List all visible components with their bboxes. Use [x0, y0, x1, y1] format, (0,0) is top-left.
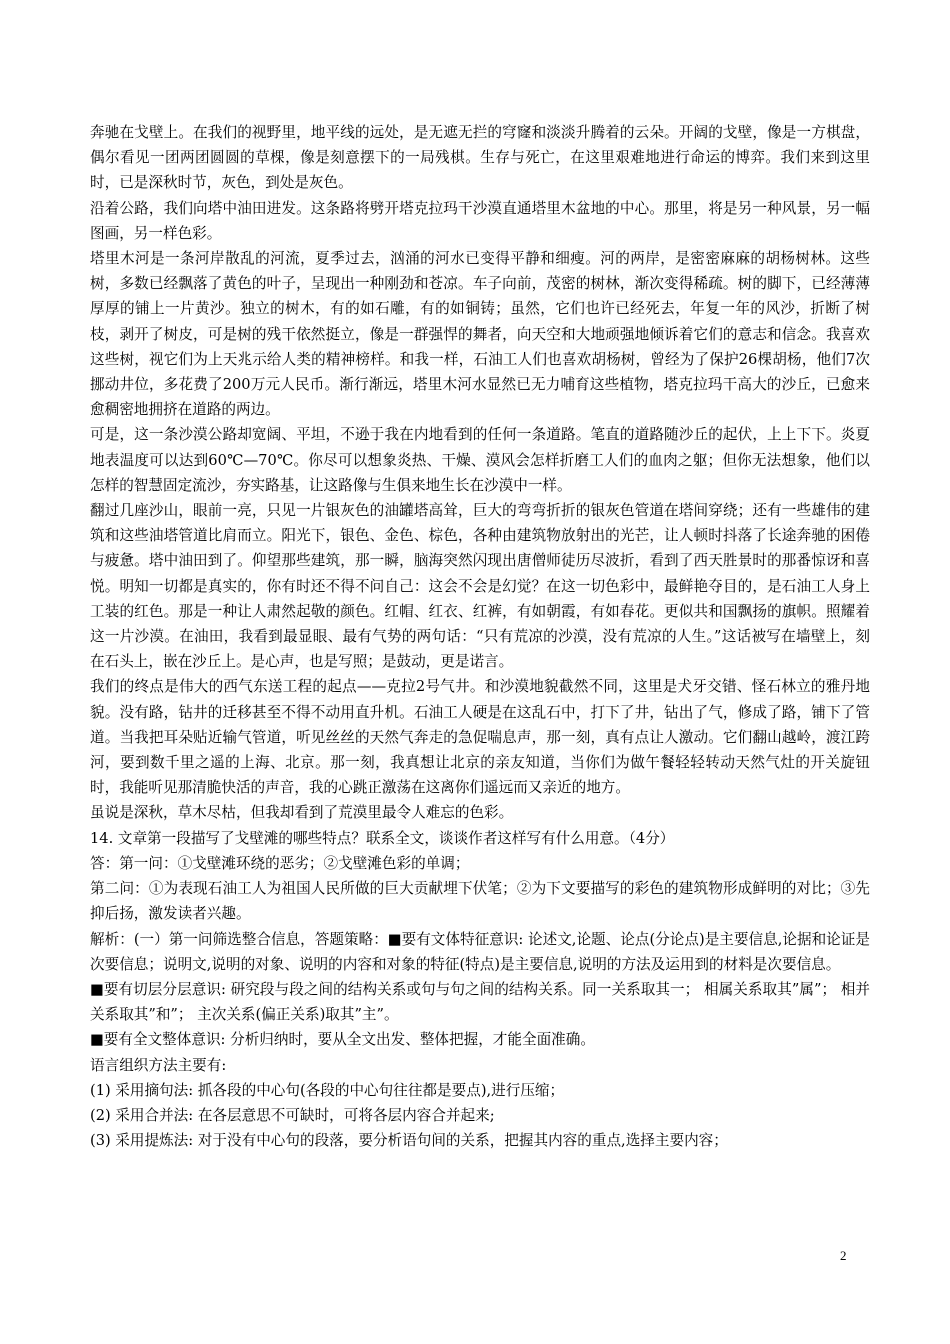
paragraph-tarim-river: 塔里木河是一条河岸散乱的河流，夏季过去，汹涌的河水已变得平静和细瘦。河的两岸，是密密麻麻的胡杨树林。这些树，多数已经飘落了黄色的叶子，呈现出一种刚劲和苍凉。车子向前，茂密的树林，渐次变得稀疏。树的脚下，已经薄薄厚厚的铺上一片黄沙。独立的树木，有的如石雕，有的如铜铸；虽然，它们也许已经死去，年复一年的风沙，折断了树枝，剥开了树皮，可是树的残干依然挺立，像是一群强悍的舞者，向天空和大地顽强地倾诉着它们的意志和信念。我喜欢这些树，视它们为上天兆示给人类的精神榜样。和我一样，石油工人们也喜欢胡杨树，曾经为了保护26棵胡杨，他们7次挪动井位，多花费了200万元人民币。渐行渐远，塔里木河水显然已无力哺育这些植物，塔克拉玛干高大的沙丘，已愈来愈稠密地拥挤在道路的两边。: [90, 250, 870, 419]
answer-part-1: 答：第一问：①戈壁滩环绕的恶劣；②戈壁滩色彩的单调；: [90, 854, 470, 872]
paragraph-conclusion: 虽说是深秋，草木尽枯，但我却看到了荒漠里最令人难忘的色彩。: [90, 804, 514, 822]
page-number: 2: [840, 1248, 847, 1263]
analysis-intro: 解析：(一）第一问筛选整合信息，答题策略：■要有文体特征意识: 论述文,论题、论点(分论点)是主要信息,论据和论证是次要信息；说明文,说明的对象、说明的内容和对象的特征(特点)是主要信息,说明的方法及运用到的材料是次要信息。: [90, 930, 870, 973]
paragraph-gobi: 奔驰在戈壁上。在我们的视野里，地平线的远处，是无遮无拦的穹窿和淡淡升腾着的云朵。开阔的戈壁，像是一方棋盘，偶尔看见一团两团圆圆的草棵，像是刻意摆下的一局残棋。生存与死亡，在这里艰难地进行命运的博弈。我们来到这里时，已是深秋时节，灰色，到处是灰色。: [90, 124, 870, 192]
paragraph-gas-well: 我们的终点是伟大的西气东送工程的起点——克拉2号气井。和沙漠地貌截然不同，这里是犬牙交错、怪石林立的雅丹地貌。没有路，钻井的迁移甚至不得不动用直升机。石油工人硬是在这乱石中，打下了井，钻出了气，修成了路，铺下了管道。当我把耳朵贴近输气管道，听见丝丝的天然气奔走的急促喘息声，那一刻，真有点让人激动。它们翻山越岭，渡江跨河，要到数千里之遥的上海、北京。那一刻，我真想让北京的亲友知道，当你们为做午餐轻轻转动天然气灶的开关旋钮时，我能听见那清脆快活的声音，我的心跳正激荡在这离你们遥远而又亲近的地方。: [90, 678, 870, 797]
method-extract: (1) 采用摘句法: 抓各段的中心句(各段的中心句往往都是要点),进行压缩；: [90, 1081, 565, 1099]
paragraph-road: 沿着公路，我们向塔中油田进发。这条路将劈开塔克拉玛干沙漠直通塔里木盆地的中心。那里，将是另一种风景，另一幅图画，另一样色彩。: [90, 199, 870, 242]
language-methods-heading: 语言组织方法主要有:: [90, 1056, 227, 1074]
document-body: [90, 120, 870, 1153]
method-merge: (2) 采用合并法: 在各层意思不可缺时，可将各层内容合并起来;: [90, 1106, 495, 1124]
paragraph-oilfield: 翻过几座沙山，眼前一亮，只见一片银灰色的油罐塔高耸，巨大的弯弯折折的银灰色管道在塔间穿绕；还有一些雄伟的建筑和这些油塔管道比肩而立。阳光下，银色、金色、棕色，各种由建筑物放射出的光芒，让人顿时抖落了长途奔驰的困倦与疲惫。塔中油田到了。仰望那些建筑，那一瞬，脑海突然闪现出唐僧师徒历尽波折，看到了西天胜景时的那番惊讶和喜悦。明知一切都是真实的，你有时还不得不问自己：这会不会是幻觉？在这一切色彩中，最鲜艳夺目的，是石油工人身上工装的红色。那是一种让人肃然起敬的颜色。红帽、红衣、红裤，有如朝霞，有如春花。更似共和国飘扬的旗帜。照耀着这一片沙漠。在油田，我看到最显眼、最有气势的两句话：“只有荒凉的沙漠，没有荒凉的人生。”这话被写在墙壁上，刻在石头上，嵌在沙丘上。是心声，也是写照；是鼓动，更是诺言。: [90, 502, 870, 671]
analysis-layer-awareness: ■要有切层分层意识: 研究段与段之间的结构关系或句与句之间的结构关系。同一关系取其一； 相属关系取其”属”； 相并关系取其”和”； 主次关系(偏正关系)取其”主”。: [90, 980, 870, 1024]
analysis-whole-awareness: ■要有全文整体意识: 分析归纳时，要从全文出发、整体把握，才能全面准确。: [90, 1031, 595, 1049]
paragraph-desert-highway: 可是，这一条沙漠公路却宽阔、平坦，不逊于我在内地看到的任何一条道路。笔直的道路随沙丘的起伏，上上下下。炎夏地表温度可以达到60℃—70℃。你尽可以想象炎热、干燥、漠风会怎样折磨工人们的血肉之躯；但你无法想象，他们以怎样的智慧固定流沙，夯实路基，让这路像与生俱来地生长在沙漠中一样。: [90, 426, 870, 494]
method-refine: (3) 采用提炼法: 对于没有中心句的段落，要分析语句间的关系，把握其内容的重点,选择主要内容；: [90, 1132, 728, 1150]
question-14: 14. 文章第一段描写了戈壁滩的哪些特点？联系全文，谈谈作者这样写有什么用意。（4分）: [90, 829, 675, 847]
answer-part-2: 第二问：①为表现石油工人为祖国人民所做的巨大贡献埋下伏笔；②为下文要描写的彩色的建筑物形成鲜明的对比；③先抑后扬，激发读者兴趣。: [90, 880, 870, 923]
